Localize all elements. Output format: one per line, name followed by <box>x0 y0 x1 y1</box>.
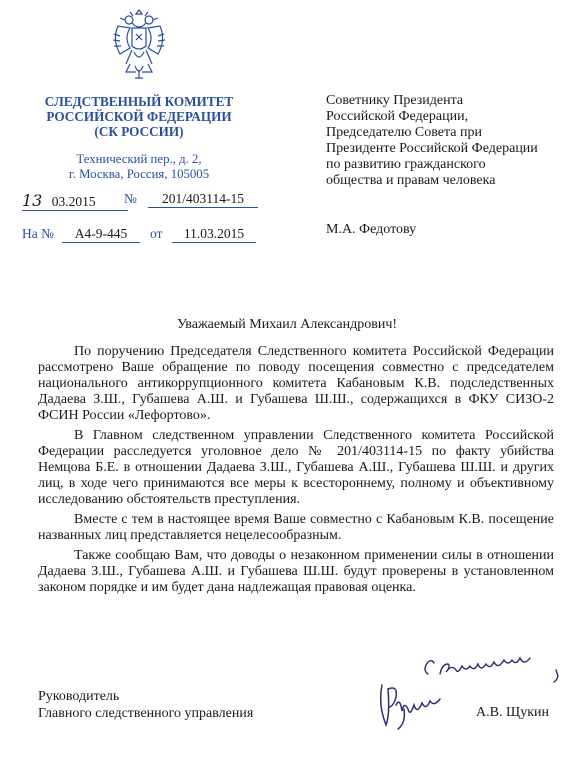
body-paragraph: Также сообщаю Вам, что доводы о незаконном применении силы в отношении Дадаева З.Ш., Губашева А.Ш. и Губашева Ш.Ш. будут проверены в установленном законом порядке и им будет дана надлежащая правовая оценка. <box>38 548 554 595</box>
reference-label: На № <box>22 226 54 241</box>
addressee-line: Российской Федерации, <box>326 109 469 124</box>
addressee-line: Президенте Российской Федерации <box>326 141 538 156</box>
outgoing-day: 13 <box>22 191 43 210</box>
address-line-1: Технический пер., д. 2, <box>76 152 202 166</box>
outgoing-number: 201/403114-15 <box>148 191 258 208</box>
addressee-line: Председателю Совета при <box>326 125 482 140</box>
outgoing-number-label: № <box>124 191 137 206</box>
addressee-block <box>326 93 571 189</box>
double-headed-eagle-icon <box>108 4 170 84</box>
addressee-line: Советнику Президента <box>326 93 464 108</box>
greeting: Уважаемый Михаил Александрович! <box>176 317 398 332</box>
reference-date: 11.03.2015 <box>172 226 256 243</box>
organization-address <box>20 152 258 182</box>
addressee-line: по развитию гражданского <box>326 157 486 172</box>
reference-number: А4-9-445 <box>62 226 140 243</box>
handwritten-signature <box>374 675 452 733</box>
outgoing-month-year: 03.2015 <box>51 194 96 209</box>
organization-name <box>20 94 258 139</box>
address-line-2: г. Москва, Россия, 105005 <box>68 167 210 181</box>
signatory-title <box>38 688 253 722</box>
letter-body <box>38 344 554 600</box>
signatory-name: А.В. Щукин <box>476 705 550 720</box>
addressee-line: общества и правам человека <box>326 173 496 188</box>
org-line-3: (СК РОССИИ) <box>94 124 184 139</box>
addressee-name: М.А. Федотову <box>326 222 417 237</box>
org-line-1: СЛЕДСТВЕННЫЙ КОМИТЕТ <box>44 94 234 109</box>
signatory-title-line-2: Главного следственного управления <box>38 706 254 721</box>
signatory-title-line-1: Руководитель <box>38 689 120 704</box>
body-paragraph: Вместе с тем в настоящее время Ваше совместно с Кабановым К.В. посещение названных лиц представляется нецелесообразным. <box>38 512 554 543</box>
outgoing-date <box>22 191 128 211</box>
body-paragraph: В Главном следственном управлении Следственного комитета Российской Федерации расследуется уголовное дело № 201/403114-15 по факту убийства Немцова Б.Е. в отношении Дадаева З.Ш., Губашева А.Ш., Губашева Ш.Ш. и других лиц, в ходе чего принимаются все меры к всестороннему, полному и объективному исследованию обстоятельств преступления. <box>38 428 554 507</box>
reference-from-label: от <box>150 226 163 241</box>
body-paragraph: По поручению Председателя Следственного комитета Российской Федерации рассмотрено Ваше обращение по поводу посещения совместно с председателем национального антикоррупционного комитета Кабановым К.В. подследственных Дадаева З.Ш., Губашева А.Ш. и Губашева Ш.Ш., содержащихся в ФКУ СИЗО-2 ФСИН России «Лефортово». <box>38 344 554 423</box>
org-line-2: РОССИЙСКОЙ ФЕДЕРАЦИИ <box>46 109 232 124</box>
